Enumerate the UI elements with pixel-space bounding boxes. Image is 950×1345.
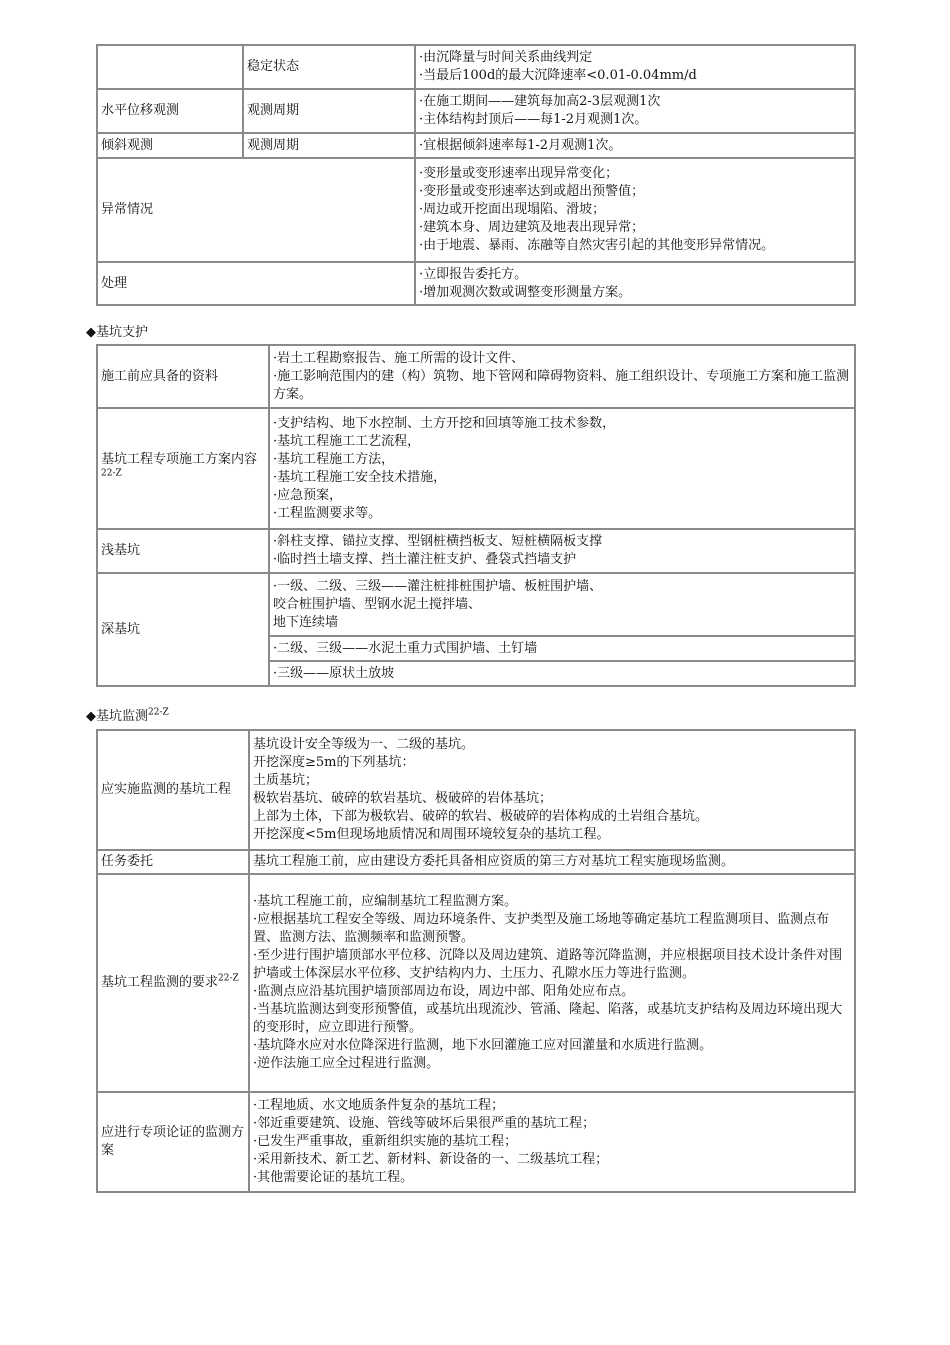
deformation-monitoring-table bbox=[96, 44, 856, 306]
table-row bbox=[97, 262, 855, 305]
table-row bbox=[97, 133, 855, 158]
handling-label: 处理 bbox=[97, 262, 415, 305]
stable-state-content: ·由沉降量与时间关系曲线判定 ·当最后100d的最大沉降速率<0.01-0.04mm/d bbox=[415, 45, 855, 89]
superscript-tag: 22-Z bbox=[101, 468, 122, 479]
stable-state-label: 稳定状态 bbox=[243, 45, 415, 89]
deep-content-2: ·二级、三级——水泥土重力式围护墙、土钉墙 bbox=[269, 636, 855, 661]
excavation-monitoring-table bbox=[96, 729, 856, 1193]
plan-label: 基坑工程专项施工方案内容$^{22-Z}$ bbox=[97, 408, 269, 529]
superscript-tag: 22-Z bbox=[148, 707, 169, 718]
table-row bbox=[97, 345, 855, 408]
requirements-content: ·基坑工程施工前，应编制基坑工程监测方案。 ·应根据基坑工程安全等级、周边环境条件、支护类型及施工场地等确定基坑工程监测项目、监测点布置、监测方法、监测频率和监测预警。 ·至少进行围护墙顶部水平位移、沉降以及周边建筑、道路等沉降监测，并应根据项目技术设计条件对围护墙或土体深层水平位移、支护结构内力、土压力、孔隙水压力等进行监测。 ·监测点应沿基坑围护墙顶部周边布设，周边中部、阳角处应布点。 ·当基坑监测达到变形预警值，或基坑出现流沙、管涌、隆起、陷落，或基坑支护结构及周边环境出现大的变形时，应立即进行预警。 ·基坑降水应对水位降深进行监测，地下水回灌施工应对回灌量和水质进行监测。 ·逆作法施工应全过程进行监测。 bbox=[249, 874, 855, 1092]
expert-label: 应进行专项论证的监测方案 bbox=[97, 1092, 249, 1192]
entrust-content: 基坑工程施工前，应由建设方委托具备相应资质的第三方对基坑工程实施现场监测。 bbox=[249, 850, 855, 874]
horizontal-label: 水平位移观测 bbox=[97, 89, 243, 133]
required-content: 基坑设计安全等级为一、二级的基坑。 开挖深度≥5m的下列基坑： 土质基坑； 极软岩基坑、破碎的软岩基坑、极破碎的岩体基坑； 上部为土体，下部为极软岩、破碎的软岩、极破碎的岩体构成的土岩组合基坑。 开挖深度<5m但现场地质情况和周围环境较复杂的基坑工程。 bbox=[249, 730, 855, 850]
shallow-content: ·斜柱支撑、锚拉支撑、型钢桩横挡板支、短桩横隔板支撑 ·临时挡土墙支撑、挡土灌注桩支护、叠袋式挡墙支护 bbox=[269, 529, 855, 573]
table-row bbox=[97, 158, 855, 262]
shallow-label: 浅基坑 bbox=[97, 529, 269, 573]
table-row bbox=[97, 730, 855, 850]
entrust-label: 任务委托 bbox=[97, 850, 249, 874]
table-row bbox=[97, 529, 855, 573]
tilt-content: ·宜根据倾斜速率每1-2月观测1次。 bbox=[415, 133, 855, 158]
table-row bbox=[97, 874, 855, 1092]
table-row bbox=[97, 408, 855, 529]
plan-content: ·支护结构、地下水控制、土方开挖和回填等施工技术参数， ·基坑工程施工工艺流程， ·基坑工程施工方法， ·基坑工程施工安全技术措施， ·应急预案， ·工程监测要求等。 bbox=[269, 408, 855, 529]
handling-content: ·立即报告委托方。 ·增加观测次数或调整变形测量方案。 bbox=[415, 262, 855, 305]
required-label: 应实施监测的基坑工程 bbox=[97, 730, 249, 850]
horizontal-content: ·在施工期间——建筑每加高2-3层观测1次 ·主体结构封顶后——每1-2月观测1次。 bbox=[415, 89, 855, 133]
requirements-label: 基坑工程监测的要求$^{22-Z}$ bbox=[97, 874, 249, 1092]
tilt-label: 倾斜观测 bbox=[97, 133, 243, 158]
table-row bbox=[97, 1092, 855, 1192]
abnormal-content: ·变形量或变形速率出现异常变化； ·变形量或变形速率达到或超出预警值； ·周边或开挖面出现塌陷、滑坡； ·建筑本身、周边建筑及地表出现异常； ·由于地震、暴雨、冻融等自然灾害引起的其他变形异常情况。 bbox=[415, 158, 855, 262]
table-row bbox=[97, 573, 855, 636]
pre-docs-label: 施工前应具备的资料 bbox=[97, 345, 269, 408]
table-row bbox=[97, 850, 855, 874]
excavation-support-table bbox=[96, 344, 856, 687]
table-row bbox=[97, 89, 855, 133]
horizontal-sub-label: 观测周期 bbox=[243, 89, 415, 133]
deep-label: 深基坑 bbox=[97, 573, 269, 686]
deep-content-1: ·一级、二级、三级——灌注桩排桩围护墙、板桩围护墙、 咬合桩围护墙、型钢水泥土搅拌墙、 地下连续墙 bbox=[269, 573, 855, 636]
abnormal-label: 异常情况 bbox=[97, 158, 415, 262]
deep-content-3: ·三级——原状土放坡 bbox=[269, 661, 855, 686]
empty-cell bbox=[97, 45, 243, 89]
superscript-tag: 22-Z bbox=[218, 973, 239, 984]
section-heading-support: ◆基坑支护 bbox=[86, 325, 148, 340]
tilt-sub-label: 观测周期 bbox=[243, 133, 415, 158]
pre-docs-content: ·岩土工程勘察报告、施工所需的设计文件、 ·施工影响范围内的建（构）筑物、地下管网和障碍物资料、施工组织设计、专项施工方案和施工监测方案。 bbox=[269, 345, 855, 408]
section-heading-monitoring: ◆基坑监测$^{22-Z}$ bbox=[86, 707, 169, 724]
expert-content: ·工程地质、水文地质条件复杂的基坑工程； ·邻近重要建筑、设施、管线等破坏后果很严重的基坑工程； ·已发生严重事故，重新组织实施的基坑工程； ·采用新技术、新工艺、新材料、新设备的一、二级基坑工程； ·其他需要论证的基坑工程。 bbox=[249, 1092, 855, 1192]
table-row bbox=[97, 45, 855, 89]
